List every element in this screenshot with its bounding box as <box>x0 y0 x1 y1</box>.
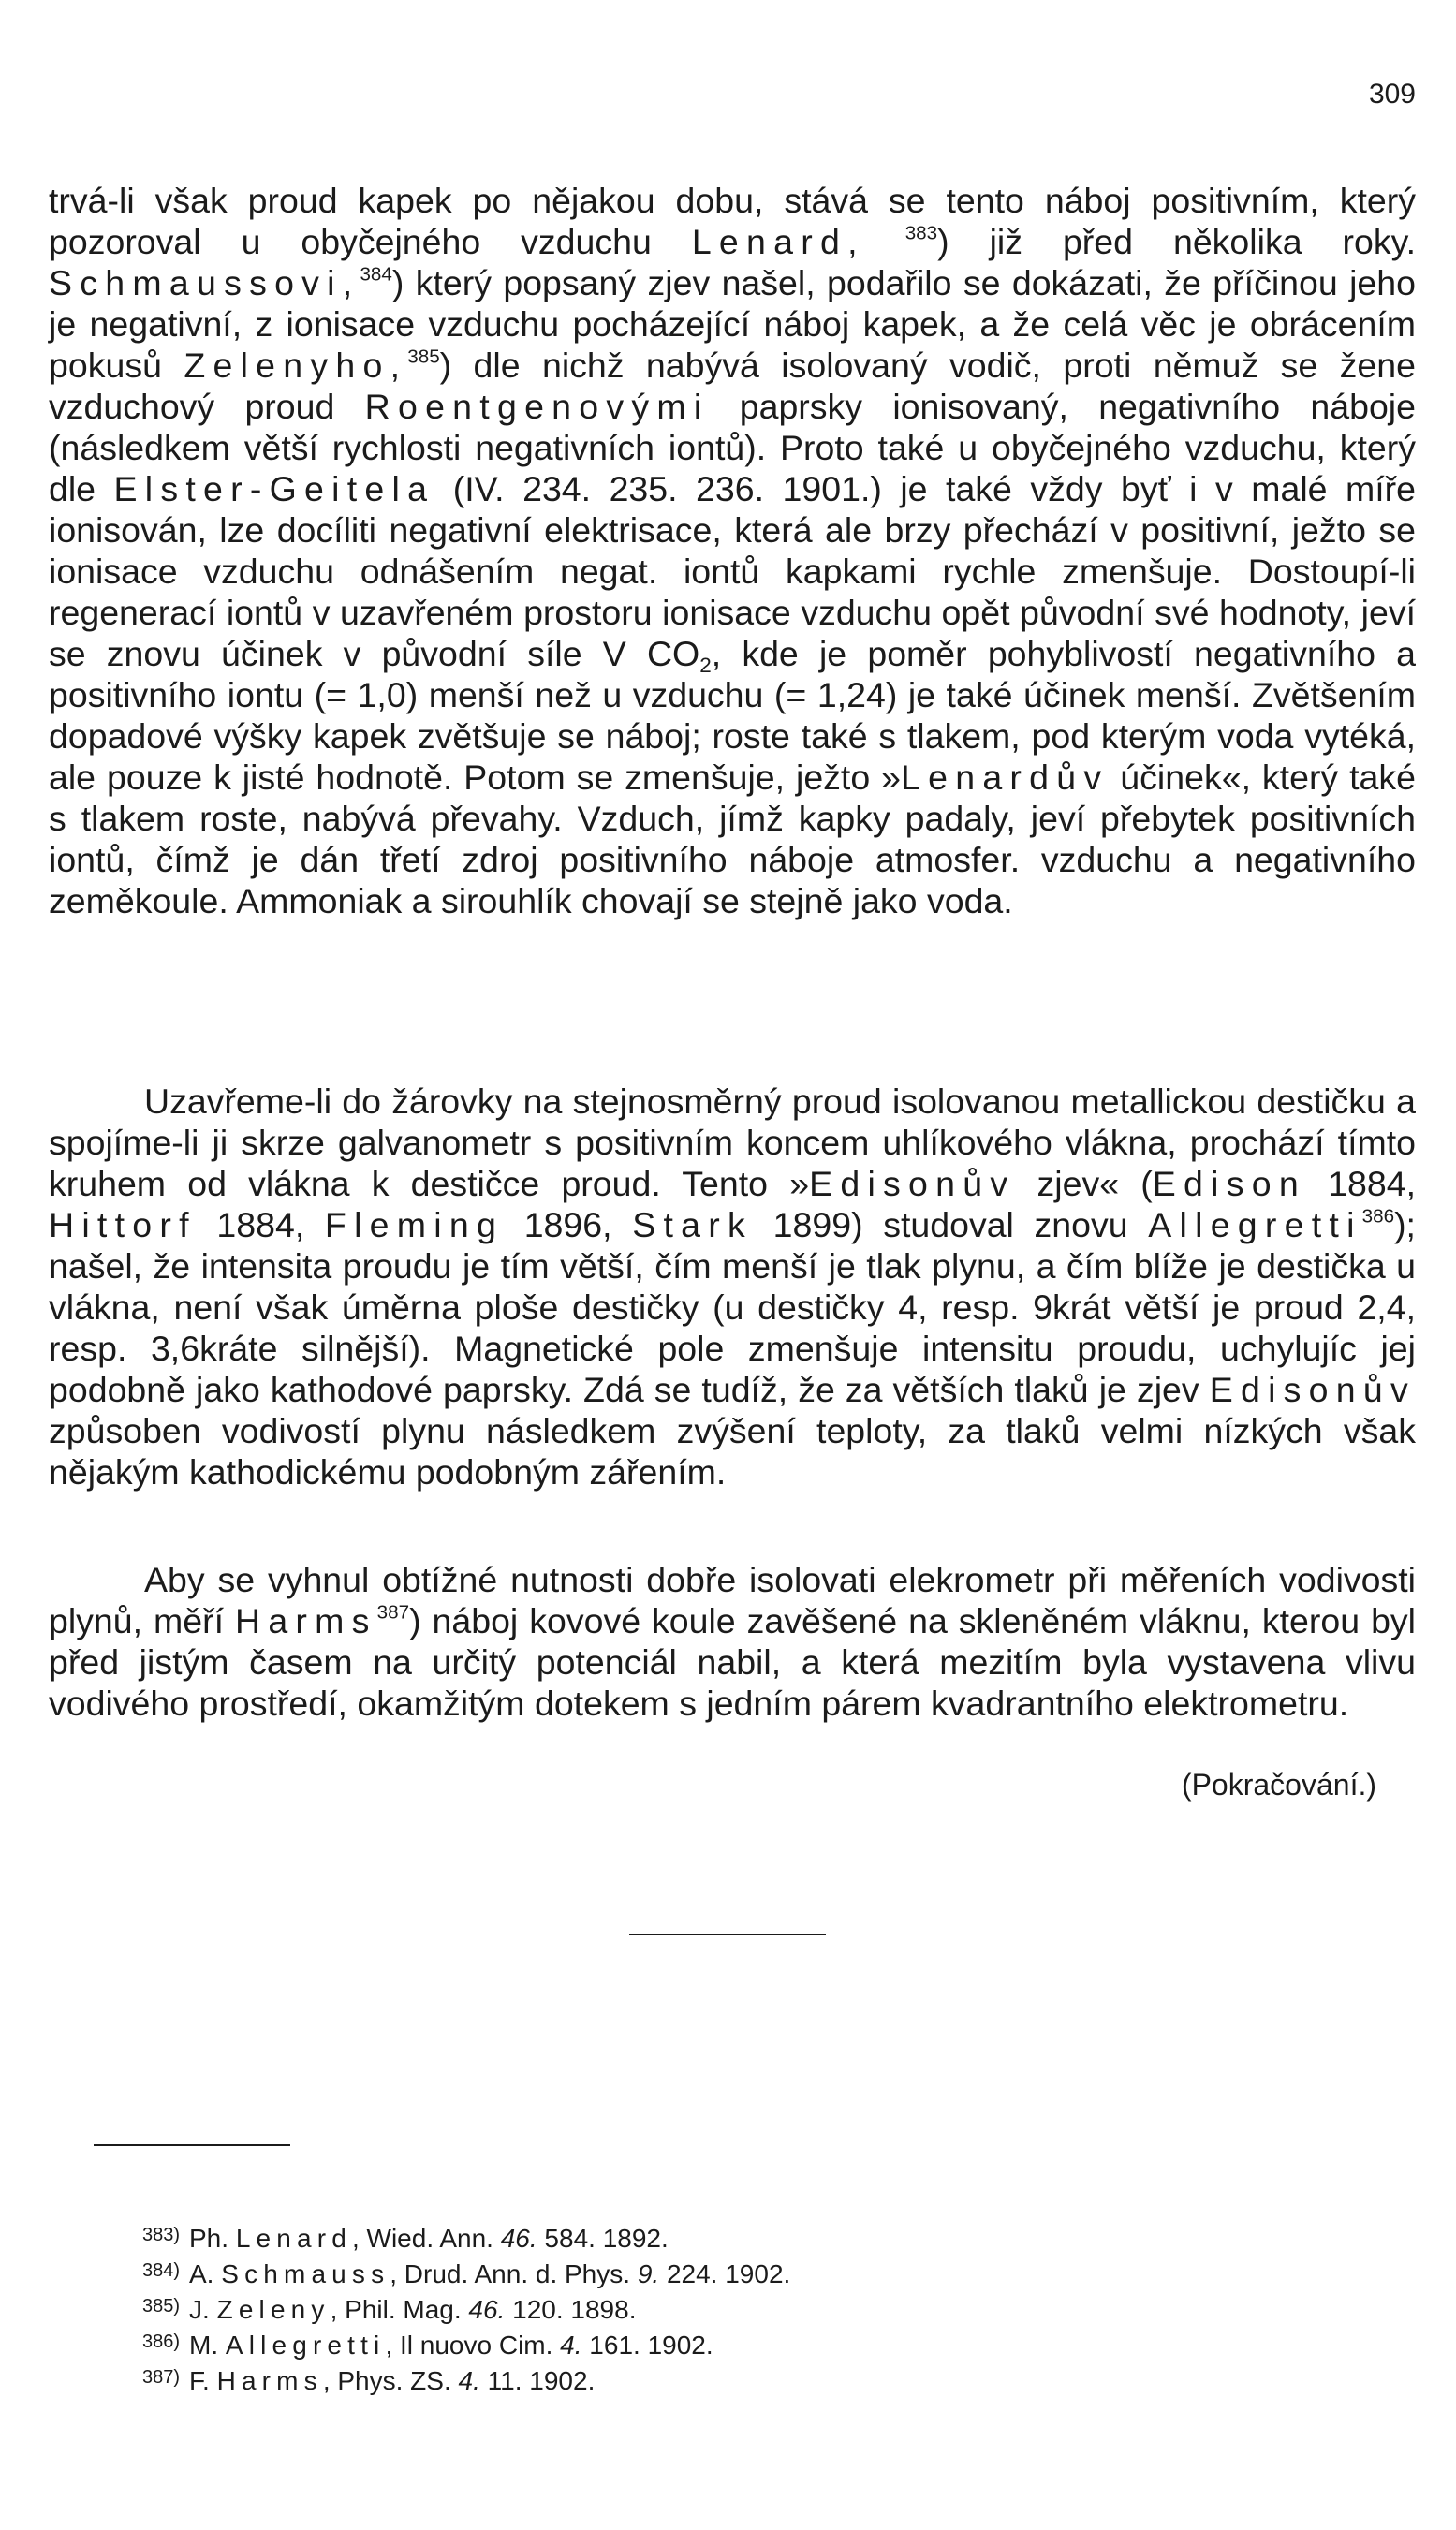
paragraph-1: trvá-li však proud kapek po nějakou dobu, stává se tento náboj positivním, který pozoroval u obyčejného vzduchu Lenard, $^{383}$) již před několika roky. Schmaussovi,$^{384}$) který popsaný zjev našel, podařilo se dokázati, že příčinou jeho je negativní, z ionisace vzduchu pocházející náboj kapek, a že celá věc je obrácením pokusů Zelenyho,$^{385}$) dle nichž nabývá isolovaný vodič, proti němuž se žene vzduchový proud Roentgenovými paprsky ionisovaný, negativního náboje (následkem větší rychlosti negativních iontů). Proto také u obyčejného vzduchu, který dle Elster-Geitela (IV. 234. 235. 236. 1901.) je také vždy byť i v malé míře ionisován, lze docíliti negativní elektrisace, která ale brzy přechází v positivní, ježto se ionisace vzduchu odnášením negat. iontů kapkami rychle zmenšuje. Dostoupí-li regenerací iontů v uzavřeném prostoru ionisace vzduchu opět původní své hodnoty, jeví se znovu účinek v původní síle V $CO_2$, kde je poměr pohyblivostí negativního a positivního iontu (= 1,0) menší než u vzduchu (= 1,24) je také účinek menší. Zvětšením dopadové výšky kapek zvětšuje se náboj; roste také s tlakem, pod kterým voda vytéká, ale pouze k jisté hodnotě. Potom se zmenšuje, ježto »Lenardův účinek«, který také s tlakem roste, nabývá převahy. Vzduch, jímž kapky padaly, jeví přebytek positivních iontů, čímž je dán třetí zdroj positivního náboje atmosfer. vzduchu a negativního zeměkoule. Ammoniak a sirouhlík chovají se stejně jako voda. <box>49 181 1417 920</box>
footnote-ref: 384 <box>360 263 392 286</box>
footnote-ref: 386 <box>1361 1205 1395 1228</box>
section-divider <box>629 1934 826 1935</box>
author-name: Edisonův <box>809 1164 1016 1203</box>
author-name: Zelenyho, <box>184 346 408 385</box>
author-name: Edison <box>1152 1164 1306 1203</box>
author-name: Roentgenovými <box>364 387 710 426</box>
author-name: Lenard, <box>691 222 865 261</box>
footnote-ref: 385 <box>407 346 440 368</box>
footnote-item: 383) Ph. Lenard, Wied. Ann. 46. 584. 1892. <box>142 2224 669 2253</box>
footnotes <box>142 2219 1266 2397</box>
subscript: 2 <box>699 653 712 677</box>
author-name: Fleming <box>324 1205 505 1244</box>
author-name: Allegretti <box>1148 1205 1362 1244</box>
author-name: Edisonův <box>1209 1370 1416 1409</box>
footnote-item: 387) F. Harms, Phys. ZS. 4. 11. 1902. <box>142 2366 596 2395</box>
author-name: Hittorf <box>49 1205 197 1244</box>
author-name: Schmaussovi, <box>49 263 360 302</box>
footnote-divider <box>94 2144 290 2146</box>
footnote-item: 386) M. Allegretti, Il nuovo Cim. 4. 161. 1902. <box>142 2331 713 2360</box>
author-name: Elster-Geitela <box>113 469 435 508</box>
paragraph-3: Aby se vyhnul obtížné nutnosti dobře isolovati elekrometr při měřeních vodivosti plynů, měří Harms$^{387}$) náboj kovové koule zavěšené na skleněném vláknu, kterou byl před jistým časem na určitý potenciál nabil, a která mezitím byla vystavena vlivu vodivého prostředí, okamžitým dotekem s jedním párem kvadrantního elektrometru. <box>49 1560 1417 1723</box>
paragraph-2: Uzavřeme-li do žárovky na stejnosměrný proud isolovanou metallickou destičku a spojíme-li ji skrze galvanometr s positivním koncem uhlíkového vlákna, prochází tímto kruhem od vlákna k destičce proud. Tento »Edisonův zjev« (Edison 1884, Hittorf 1884, Fleming 1896, Stark 1899) studoval znovu Allegretti$^{386}$); našel, že intensita proudu je tím větší, čím menší je tlak plynu, a čím blíže je destička u vlákna, není však úměrna ploše destičky (u destičky 4, resp. 9krát větší je proud 2,4, resp. 3,6kráte silnější). Magnetické pole zmenšuje intensitu proudu, uchylujíc jej podobně jako kathodové paprsky. Zdá se tudíž, že za větších tlaků je zjev Edisonův způsoben vodivostí plynu následkem zvýšení teploty, za tlaků velmi nízkých však nějakým kathodickému podobným zářením. <box>49 1081 1416 1492</box>
footnote-item: 385) J. Zeleny, Phil. Mag. 46. 120. 1898. <box>142 2295 637 2324</box>
author-name: Lenardův <box>901 758 1110 797</box>
author-name: Harms <box>235 1601 377 1640</box>
footnote-item: 384) A. Schmauss, Drud. Ann. d. Phys. 9. 224. 1902. <box>142 2259 791 2288</box>
continued-note: (Pokračování.) <box>1181 1768 1376 1802</box>
page-number: 309 <box>1368 79 1416 110</box>
author-name: Stark <box>632 1205 753 1244</box>
footnote-ref: 383 <box>904 222 938 244</box>
footnote-ref: 387 <box>376 1601 410 1624</box>
